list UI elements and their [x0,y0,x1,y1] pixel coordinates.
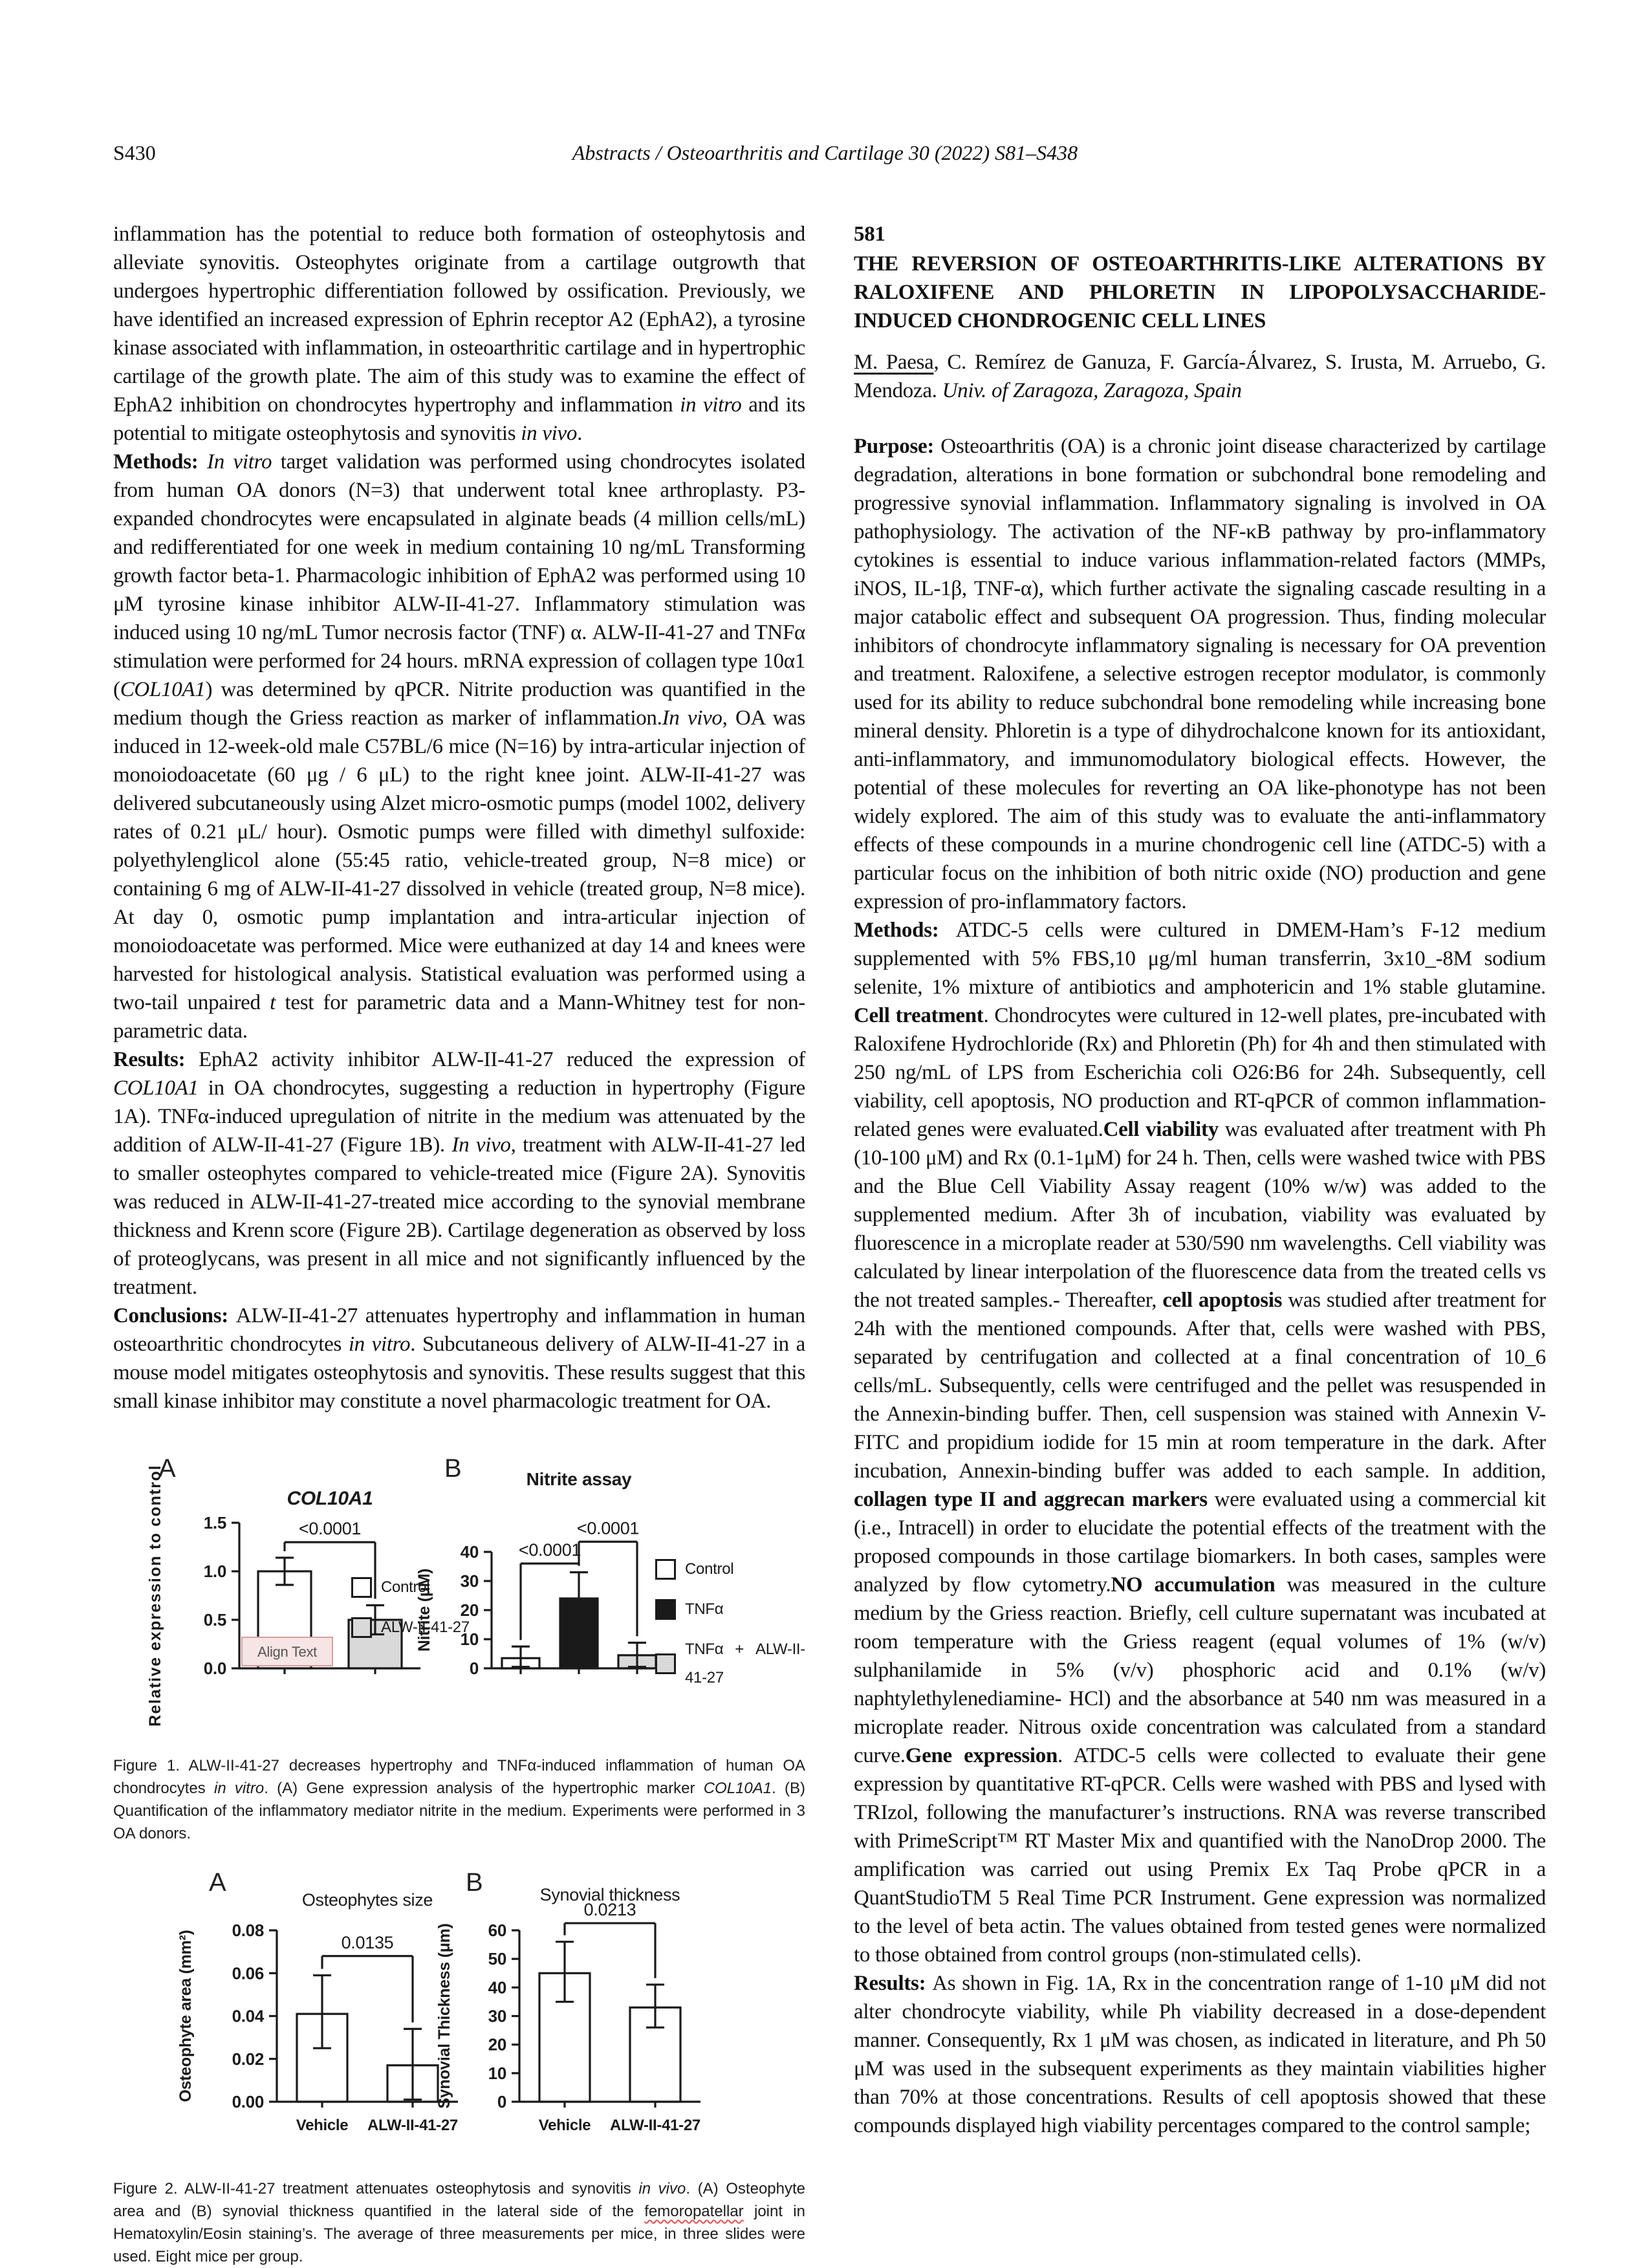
svg-text:0.0: 0.0 [203,1659,226,1678]
svg-text:Osteophyte area (mm²): Osteophyte area (mm²) [177,1930,195,2102]
svg-text:0.08: 0.08 [232,1921,264,1940]
legend-swatch [351,1617,372,1638]
svg-text:0.0213: 0.0213 [583,1899,636,1919]
svg-text:ALW-II-41-27: ALW-II-41-27 [367,2117,458,2134]
abstract-authors: M. Paesa, C. Remírez de Ganuza, F. García-Álvarez, S. Irusta, M. Arruebo, G. Mendoza. Univ. of Zaragoza, Zaragoza, Spain [854,351,1546,402]
svg-text:1.0: 1.0 [203,1562,226,1581]
svg-text:30: 30 [488,2006,506,2026]
svg-text:Relative expression to control: Relative expression to control [146,1464,164,1727]
figure-1-panel-a-letter: A [158,1454,176,1483]
svg-text:Synovial thickness: Synovial thickness [539,1885,680,1904]
abstract-number: 581 [854,223,885,246]
figure-2-panel-a-letter: A [209,1868,226,1897]
legend-swatch [655,1599,676,1620]
svg-text:40: 40 [460,1542,479,1562]
svg-text:<0.0001: <0.0001 [298,1519,362,1538]
svg-text:0: 0 [469,1659,479,1678]
svg-text:Synovial Thickness (μm): Synovial Thickness (μm) [435,1923,453,2109]
svg-text:Vehicle: Vehicle [296,2117,349,2134]
svg-text:0.00: 0.00 [232,2092,264,2111]
figure-2-panel-b-letter: B [466,1868,483,1897]
methods-paragraph: Methods: In vitro target validation was performed using chondrocytes isolated from human OA donors (N=3) that underwent total knee arthroplasty. P3-expanded chondrocytes were encapsulated in alginate beads (4 million cells/mL) and redifferentiated for one week in medium containing 10 ng/mL Transforming growth factor beta-1. Pharmacologic inhibition of EphA2 was performed using 10 μM tyrosine kinase inhibitor ALW-II-41-27. Inflammatory stimulation was induced using 10 ng/mL Tumor necrosis factor (TNF) α. ALW-II-41-27 and TNFα stimulation were performed for 24 hours. mRNA expression of collagen type 10α1 (COL10A1) was determined by qPCR. Nitrite production was quantified in the medium though the Griess reaction as marker of inflammation.In vivo, OA was induced in 12-week-old male C57BL/6 mice (N=16) by intra-articular injection of monoiodoacetate (60 μg / 6 μL) to the right knee joint. ALW-II-41-27 was delivered subcutaneously using Alzet micro-osmotic pumps (model 1002, delivery rates of 0.21 μL/ hour). Osmotic pumps were filled with dimethyl sulfoxide: polyethylenglicol alone (55:45 ratio, vehicle-treated group, N=8 mice) or containing 6 mg of ALW-II-41-27 dissolved in vehicle (treated group, N=8 mice). At day 0, osmotic pump implantation and intra-articular injection of monoiodoacetate was performed. Mice were euthanized at day 14 and knees were harvested for histological analysis. Statistical evaluation was performed using a two-tail unpaired t test for parametric data and a Mann-Whitney test for non-parametric data. [113,450,806,1043]
figure-2-caption: Figure 2. ALW-II-41-27 treatment attenuates osteophytosis and synovitis in vivo. (A) Osteophyte area and (B) synovial thickness quantified in the lateral side of the femoropatellar joint in Hematoxylin/Eosin staining’s. The average of three measurements per mice, in three slides were used. Eight mice per group. [113,2180,805,2265]
legend-label: Control [381,1578,430,1596]
figure-1-caption: Figure 1. ALW-II-41-27 decreases hypertrophy and TNFα-induced inflammation of human OA chondrocytes in vitro. (A) Gene expression analysis of the hypertrophic marker COL10A1. (B) Quantification of the inflammatory mediator nitrite in the medium. Experiments were performed in 3 OA donors. [113,1757,806,1842]
svg-text:20: 20 [488,2034,506,2055]
svg-text:Nitrite (μM): Nitrite (μM) [415,1568,433,1652]
svg-text:<0.0001: <0.0001 [576,1518,640,1538]
svg-text:0.02: 0.02 [232,2049,264,2069]
results-paragraph: Results: EphA2 activity inhibitor ALW-II-41-27 reduced the expression of COL10A1 in OA chondrocytes, suggesting a reduction in hypertrophy (Figure 1A). TNFα-induced upregulation of nitrite in the medium was attenuated by the addition of ALW-II-41-27 (Figure 1B). In vivo, treatment with ALW-II-41-27 led to smaller osteophytes compared to vehicle-treated mice (Figure 2A). Synovitis was reduced in ALW-II-41-27-treated mice according to the synovial membrane thickness and Krenn score (Figure 2B). Cartilage degeneration as observed by loss of proteoglycans, was present in all mice and not significantly influenced by the treatment. [113,1048,805,1299]
methods-paragraph: Methods: ATDC-5 cells were cultured in DMEM-Ham’s F-12 medium supplemented with 5% FBS,10 μg/ml human transferrin, 3x10_-8M sodium selenite, 1% mixture of antibiotics and amphotericin and 1% stable glutamine. Cell treatment. Chondrocytes were cultured in 12-well plates, pre-incubated with Raloxifene Hydrochloride (Rx) and Phloretin (Ph) for 4h and then stimulated with 250 ng/mL of LPS from Escherichia coli O26:B6 for 24h. Subsequently, cell viability, cell apoptosis, NO production and RT-qPCR of common inflammation-related genes were evaluated.Cell viability was evaluated after treatment with Ph (10-100 μM) and Rx (0.1-1μM) for 24 h. Then, cells were washed twice with PBS and the Blue Cell Viability Assay reagent (10% w/w) was added to the supplemented medium. After 3h of incubation, viability was evaluated by fluorescence in a microplate reader at 530/590 nm wavelengths. Cell viability was calculated by linear interpolation of the fluorescence data from the treated cells vs the not treated samples.- Thereafter, cell apoptosis was studied after treatment for 24h with the mentioned compounds. After that, cells were washed with PBS, separated by centrifugation and collected at a final concentration of 10_6 cells/mL. Subsequently, cells were centrifuged and the pellet was resuspended in the Annexin-binding buffer. Then, cell suspension was stained with Annexin V-FITC and propidium iodide for 15 min at room temperature in the dark. After incubation, Annexin-binding buffer was added to each sample. In addition, collagen type II and aggrecan markers were evaluated using a commercial kit (i.e., Intracell) in order to elucidate the potential effects of the treatment with the proposed compounds in those cartilage biomarkers. In both cases, samples were analyzed by flow cytometry.NO accumulation was measured in the culture medium by the Griess reaction. Briefly, cell culture supernatant was incubated at room temperature with the Griess reagent (equal volumes of 1% (w/v) sulphanilamide in 5% (v/v) phosphoric acid and 0.1% (w/v) naphtylethylenediamine- HCl) and the absorbance at 540 nm was measured in a microplate reader. Nitrous oxide concentration was calculated from a standard curve.Gene expression. ATDC-5 cells were collected to evaluate their gene expression by quantitative RT-qPCR. Cells were washed with PBS and lysed with TRIzol, following the manufacturer’s instructions. RNA was reverse transcribed with PrimeScript™ RT Master Mix and quantified with the NanoDrop 2000. The amplification was carried out using Premix Ex Taq Probe qPCR in a QuantStudioTM 5 Real Time PCR Instrument. Gene expression was normalized to the level of beta actin. The values obtained from tested genes were normalized to those obtained from control groups (non-stimulated cells). [854,919,1546,1967]
svg-text:0.04: 0.04 [232,2006,264,2026]
legend-swatch [655,1653,676,1674]
page-number: S430 [113,141,156,164]
svg-text:10: 10 [460,1630,479,1649]
legend-label: ALW-II-41-27 [381,1619,470,1636]
right-column [854,220,1546,2140]
svg-text:60: 60 [488,1921,506,1940]
legend-item [655,1595,805,1624]
svg-text:10: 10 [488,2063,506,2083]
figure-1-panel-b-letter: B [444,1454,462,1483]
svg-text:Osteophytes size: Osteophytes size [301,1890,433,1910]
legend-label: Control [685,1560,734,1578]
bar-chart-svg [429,1879,733,2163]
svg-text:0.5: 0.5 [203,1610,226,1630]
legend-label: TNFα [685,1600,724,1618]
svg-text:0.06: 0.06 [232,1963,264,1983]
figure-1b-legend [655,1555,805,1704]
synovial-thickness-bar-chart [429,1879,733,2171]
svg-text:20: 20 [460,1600,479,1620]
svg-text:<0.0001: <0.0001 [518,1540,581,1560]
svg-text:COL10A1: COL10A1 [287,1488,373,1509]
purpose-paragraph: Purpose: Osteoarthritis (OA) is a chronic joint disease characterized by cartilage degradation, alterations in bone formation or subchondral bone remodeling and progressive synovial inflammation. Inflammatory signaling is involved in OA pathophysiology. The activation of the NF-κB pathway by pro-inflammatory cytokines is essential to induce various inflammation-related factors (MMPs, iNOS, IL-1β, TNF-α), which further activate the signaling cascade resulting in a major catabolic effect and subsequent OA progression. Thus, finding molecular inhibitors of chondrocyte inflammatory signaling is necessary for OA prevention and treatment. Raloxifene, a selective estrogen receptor modulator, is commonly used for its ability to reduce subchondral bone remodeling while increasing bone mineral density. Phloretin is a type of dihydrochalcone known for its antioxidant, anti-inflammatory, and immunomodulatory biological effects. However, the potential of these molecules for reverting an OA like-phonotype has not been widely explored. The aim of this study was to evaluate the anti-inflammatory effects of these compounds in a murine chondrogenic cell line (ATDC-5) with a particular focus on the inhibition of both nitric oxide (NO) production and gene expression of pro-inflammatory factors. [854,435,1546,913]
legend-label: TNFα + ALW-II-41-27 [685,1641,805,1686]
figure-2 [113,1864,805,2168]
running-head: Abstracts / Osteoarthritis and Cartilage 30 (2022) S81–S438 [572,141,1078,164]
svg-text:Nitrite assay: Nitrite assay [526,1469,632,1489]
svg-text:40: 40 [488,1978,506,1998]
legend-item [655,1635,805,1692]
svg-text:30: 30 [460,1571,479,1591]
svg-text:0.0135: 0.0135 [341,1932,394,1952]
svg-text:0: 0 [497,2092,506,2111]
svg-text:Align Text: Align Text [257,1644,317,1660]
legend-item [655,1555,805,1584]
conclusions-paragraph: Conclusions: ALW-II-41-27 attenuates hypertrophy and inflammation in human osteoarthritic chondrocytes in vitro. Subcutaneous delivery of ALW-II-41-27 in a mouse model mitigates osteophytosis and synovitis. These results suggest that this small kinase inhibitor may constitute a novel pharmacologic treatment for OA. [113,1304,805,1413]
abstract-title: THE REVERSION OF OSTEOARTHRITIS-LIKE ALTERATIONS BY RALOXIFENE AND PHLORETIN IN LIPOPOLYSACCHARIDE-INDUCED CHONDROGENIC CELL LINES [854,252,1546,333]
svg-text:50: 50 [488,1949,506,1969]
figure-1 [113,1454,805,1738]
continuation-paragraph: inflammation has the potential to reduce both formation of osteophytosis and alleviate synovitis. Osteophytes originate from a cartilage outgrowth that undergoes hypertrophic differentiation followed by ossification. Previously, we have identified an increased expression of Ephrin receptor A2 (EphA2), a tyrosine kinase associated with inflammation, in osteoarthritic cartilage and in hypertrophic cartilage of the growth plate. The aim of this study was to examine the effect of EphA2 inhibition on chondrocytes hypertrophy and inflammation in vitro and its potential to mitigate osteophytosis and synovitis in vivo. [113,223,805,445]
svg-text:Vehicle: Vehicle [538,2117,591,2134]
svg-text:ALW-II-41-27: ALW-II-41-27 [610,2117,700,2134]
left-column [113,220,805,2268]
legend-swatch [351,1577,372,1598]
legend-swatch [655,1559,676,1580]
results-paragraph: Results: As shown in Fig. 1A, Rx in the concentration range of 1-10 μM did not alter chondrocyte viability, while Ph viability decreased in a dose-dependent manner. Consequently, Rx 1 μM was chosen, as indicated in literature, and Ph 50 μM was used in the subsequent experiments as they maintain viabilities higher than 70% at those concentrations. Results of cell apoptosis showed that these compounds displayed high viability percentages compared to the control sample; [854,1972,1546,2137]
svg-text:1.5: 1.5 [203,1513,226,1532]
